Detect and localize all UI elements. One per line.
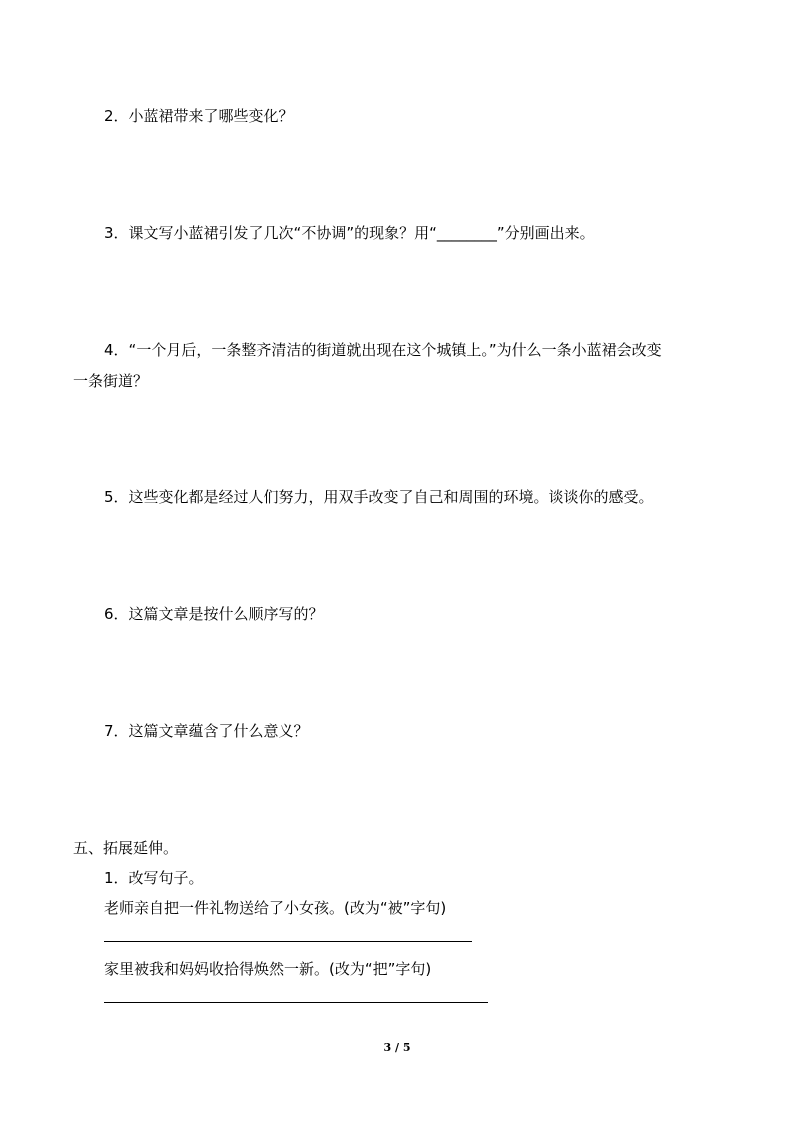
rewrite-sentence-a: 老师亲自把一件礼物送给了小女孩。(改为“被”字句): [104, 899, 447, 917]
question-4-line-1: 4．“一个月后，一条整齐清洁的街道就出现在这个城镇上。”为什么一条小蓝裙会改变: [104, 341, 662, 359]
rewrite-sentence-b: 家里被我和妈妈收拾得焕然一新。(改为“把”字句): [104, 960, 432, 978]
question-2: 2．小蓝裙带来了哪些变化？: [104, 107, 294, 125]
section-5-heading: 五、拓展延伸。: [73, 839, 179, 857]
question-5: 5．这些变化都是经过人们努力，用双手改变了自己和周围的环境。谈谈你的感受。: [104, 488, 654, 506]
question-6: 6．这篇文章是按什么顺序写的？: [104, 605, 324, 623]
question-4-line-2: 一条街道？: [73, 372, 149, 390]
answer-line-a: [104, 941, 472, 942]
page-number: 3 / 5: [383, 1041, 411, 1054]
answer-line-b: [104, 1002, 488, 1003]
question-7: 7．这篇文章蕴含了什么意义？: [104, 722, 309, 740]
section-5-item-1: 1．改写句子。: [104, 869, 204, 887]
question-3: 3．课文写小蓝裙引发了几次“不协调”的现象？用“________”分别画出来。: [104, 224, 595, 242]
